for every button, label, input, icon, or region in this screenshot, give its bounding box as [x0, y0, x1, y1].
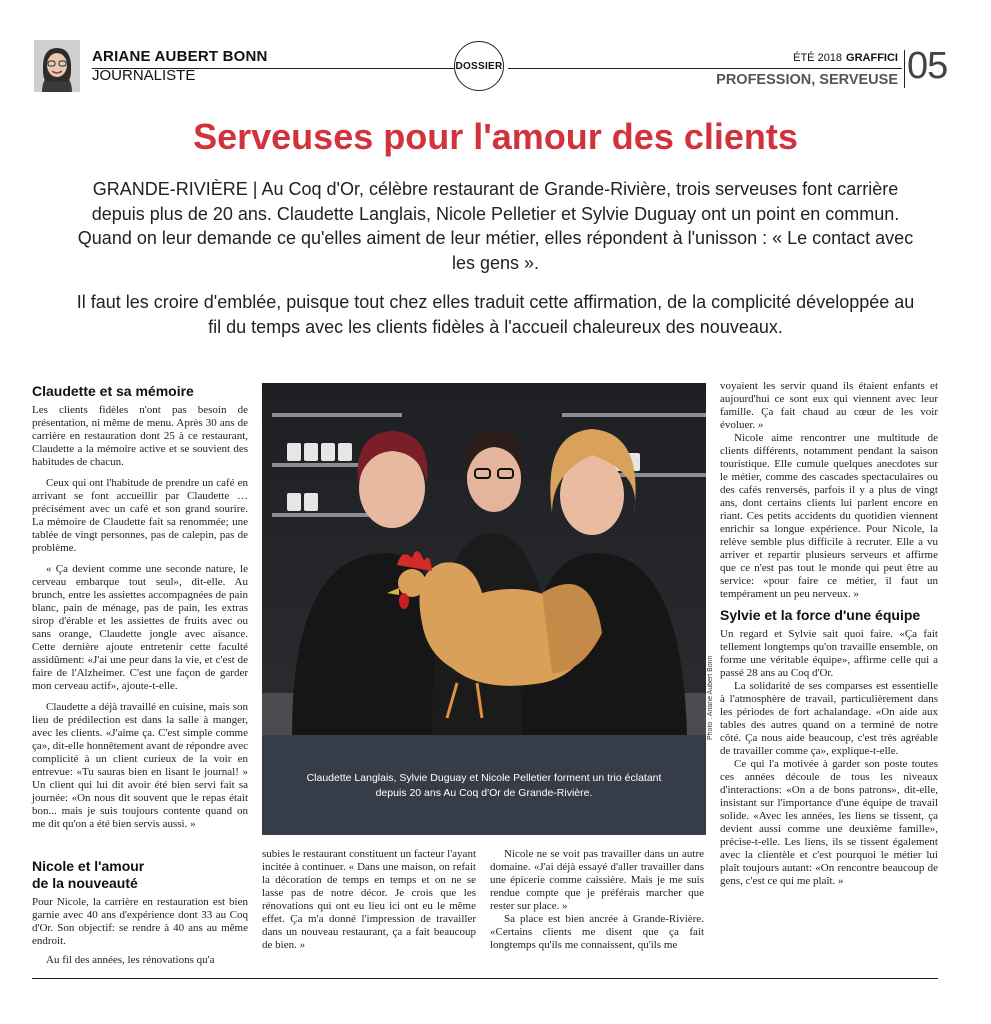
paragraph: « Ça devient comme une seconde nature, le cerveau embarque tout seul», dit-elle. Au brunch, entre les assiettes accompagnées de pain blanc, pain de ménage, pas de pain, les extras sirop d'érable et les assiettes de fruits avec ou sans orange, Claudette jongle avec aisance. Cette dernière ajoute entretenir cette faculté assidûment: «J'ai une peur dans la vie, et c'est de faire de l'Alzheimer. C'est une façon de garder mon cerveau actif», ajoute-t-elle. [32, 563, 248, 692]
page-number: 05 [907, 45, 948, 87]
dossier-badge: DOSSIER [454, 41, 504, 91]
column-1-bottom [32, 858, 248, 967]
article-photo [262, 383, 706, 735]
column-2 [262, 848, 476, 952]
subheading-claudette: Claudette et sa mémoire [32, 383, 194, 399]
paragraph: Un regard et Sylvie sait quoi faire. «Ça fait tellement longtemps qu'on travaille ensemble, on forme une véritable équipe», affirme celle qui a passé 28 ans au Coq d'Or. [720, 628, 938, 679]
page-number-separator [904, 50, 905, 88]
subheading-sylvie: Sylvie et la force d'une équipe [720, 607, 921, 623]
paragraph: subies le restaurant constituent un facteur l'ayant incitée à continuer. « Dans une maison, on refait la décoration de temps en temps et on ne se lasse pas de notre décor. Je crois que les rénovations qui ont eu lieu ici ont eu le même effet. Ça m'a donné l'impression de travailler dans un nouveau restaurant, ça a fait beaucoup de bien. » [262, 848, 476, 951]
article-lead-second: Il faut les croire d'emblée, puisque tout chez elles traduit cette affirmation, de la complicité développée au fil du temps avec les clients fidèles à l'accueil chaleureux des nouveaux. [76, 292, 915, 337]
article-lead: GRANDE-RIVIÈRE | Au Coq d'Or, célèbre restaurant de Grande-Rivière, trois serveuses font carrière depuis plus de 20 ans. Claudette Langlais, Nicole Pelletier et Sylvie Duguay ont un point en commun. Quand on leur demande ce qu'elles aiment de leur métier, elles répondent à l'unisson : « Le contact avec les gens ». [77, 179, 914, 273]
paragraph: Nicole aime rencontrer une multitude de clients différents, notamment pendant la saison touristique. Elle cumule quelques anecdotes sur le métier, comme des cascades spectaculaires ou des cafés renversés, parfois il y a plus de vingt ans, dont certains clients lui parlent encore en riant. Ces petits accidents du quotidien viennent enrichir sa longue expérience. Pour Nicole, la relève semble plus difficile à recruter. Elle a vu arriver et repartir plusieurs serveurs et affirme que ce n'est pas tout le monde qui peut être au service: «pour faire ce métier, il faut un tempérament un peu nerveux. » [720, 432, 938, 600]
author-name: ARIANE AUBERT BONN [92, 48, 268, 65]
article-headline: Serveuses pour l'amour des clients [193, 116, 798, 157]
bottom-rule [32, 978, 938, 979]
photo-caption: Claudette Langlais, Sylvie Duguay et Nicole Pelletier forment un trio éclatant depuis 20 ans Au Coq d'Or de Grande-Rivière. [306, 772, 662, 799]
paragraph: Pour Nicole, la carrière en restauration est bien garnie avec 40 ans d'expérience dont 33 au Coq d'Or. Son objectif: se rendre à 40 ans au même endroit. [32, 896, 248, 947]
column-3 [490, 848, 704, 952]
publication-name: GRAFFICI [846, 52, 898, 64]
author-avatar [34, 40, 80, 92]
subheading-nicole-line2: de la nouveauté [32, 875, 138, 891]
section-title: PROFESSION, SERVEUSE [716, 72, 898, 88]
subheading-nicole-line1: Nicole et l'amour [32, 858, 145, 874]
paragraph: Claudette a déjà travaillé en cuisine, mais son lieu de prédilection est dans la salle à manger, avec les clients. «J'aime ça. C'est simple comme ça», dit-elle honnêtement avant de répondre avec complicité à un client curieux de la voir en entrevue: «Tu sauras bien en lisant le journal! » Un client qui lui dit avoir été bien servi fait sa journée: «On nous dit souvent que le repas était bon... mais je suis toujours contente quand on me dit qu'on a été bien servis aussi. » [32, 701, 248, 830]
paragraph: Les clients fidèles n'ont pas besoin de présentation, ni même de menu. Après 30 ans de carrière en restauration dont 25 à ce restaurant, Claudette a la mémoire active et se souvient des habitudes de chacun. [32, 404, 248, 468]
column-4 [720, 380, 938, 888]
paragraph: La solidarité de ses comparses est essentielle à l'atmosphère de travail, particulièrement dans les périodes de fort achalandage. «On aide aux tables des autres quand on a terminé de notre côté. Ça nous aide beaucoup, c'est très agréable de travailler comme ça», explique-t-elle. [720, 680, 938, 757]
issue-line [760, 52, 898, 64]
author-role: JOURNALISTE [92, 67, 196, 84]
paragraph: Au fil des années, les rénovations qu'a [46, 954, 215, 966]
paragraph: Ce qui l'a motivée à garder son poste toutes ces années découle de tous les niveaux d'interactions: «On a de bons patrons», dit-elle, insistant sur l'importance d'une équipe de travail solide. «Avec les années, les liens se tissent, ça devient aussi comme une deuxième famille», précise-t-elle. Les liens, ils se tissent également avec la clientèle et c'est pourquoi le métier lui plaît toujours autant: «On rencontre beaucoup de gens, c'est ce qui me plaît. » [720, 758, 938, 887]
column-1 [32, 383, 248, 831]
waitresses-with-rooster-photo [262, 383, 706, 735]
paragraph: voyaient les servir quand ils étaient enfants et aujourd'hui ce sont eux qui viennent avec leur famille. Ça fait chaud au cœur de les voir évoluer. » [720, 380, 938, 431]
subheading-nicole [32, 858, 248, 892]
issue-season: ÉTÉ 2018 [793, 52, 843, 64]
header-rule-right [508, 68, 902, 69]
paragraph: Ceux qui ont l'habitude de prendre un café en arrivant se font accueillir par Claudette … précisément avec un café et son grand sourire. La mémoire de Claudette fait sa renommée; une tablée de vingt personnes, pas de calepin, pas de problème. [32, 477, 248, 554]
paragraph: Nicole ne se voit pas travailler dans un autre domaine. «J'ai déjà essayé d'aller travailler dans une épicerie comme caissière. Mais je me suis rendue compte que je préférais marcher que rester sur place. » [490, 848, 704, 912]
photo-credit: Photo : Ariane Aubert Bonn [707, 655, 714, 740]
author-portrait-image [34, 40, 80, 92]
paragraph: Sa place est bien ancrée à Grande-Rivière. «Certains clients me disent que ça fait longtemps qu'ils me connaissent, qu'ils me [490, 913, 704, 951]
